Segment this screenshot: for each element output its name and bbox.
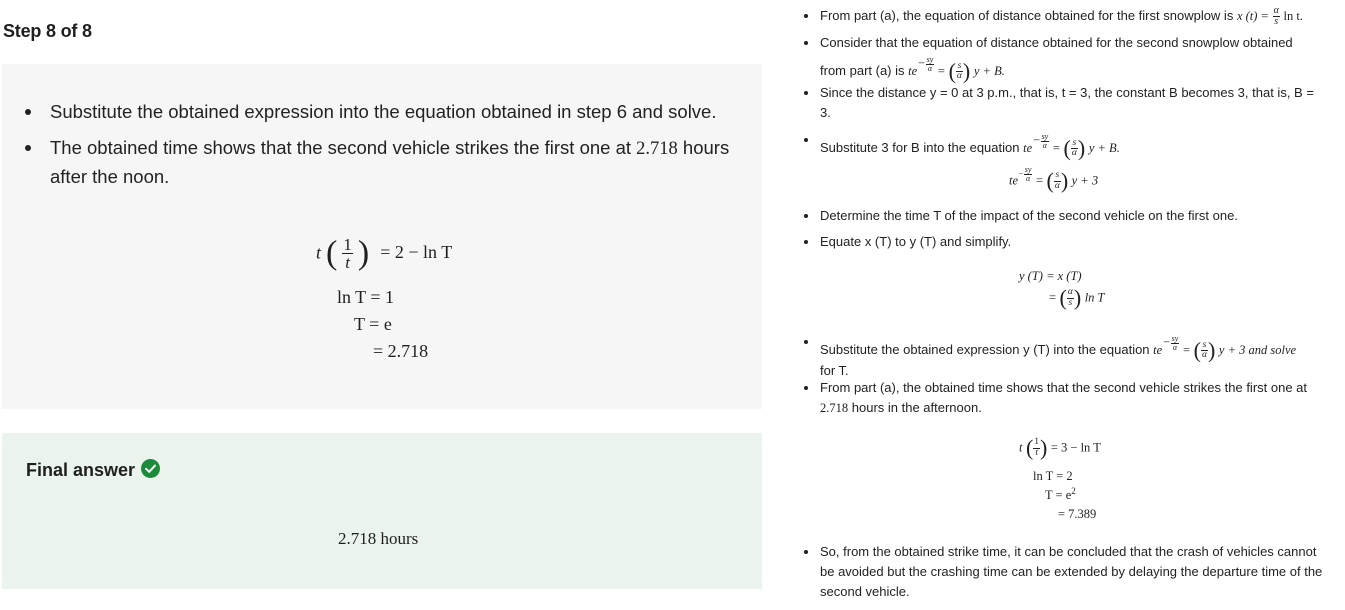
final-answer-label: Final answer: [26, 460, 136, 480]
bullet-2-post: hours after the noon.: [50, 137, 730, 187]
right-eq-3-row-4: = 7.389: [1058, 507, 1097, 521]
right-bullet-3-text: Since the distance y = 0 at 3 p.m., that is, t = 3, the constant B becomes 3, that is, B = 3.: [820, 85, 1314, 120]
right-bullet-4-text: Substitute 3 for B into the equation te− $\frac{sy}{\alpha}$ = ( $\frac{s}{\alpha}$ ) y + B.: [820, 131, 1120, 161]
bullet-dot: [804, 386, 808, 390]
left-eq-row-3: T = e: [354, 314, 392, 334]
check-circle-icon: [141, 459, 160, 478]
right-bullet-6-text: Equate x (T) to y (T) and simplify.: [820, 234, 1012, 249]
right-eq-3-row-3: $T = e^2$: [1045, 486, 1076, 503]
fraction-1-over-t: $\frac{1}{t}$: [343, 235, 352, 272]
right-eq-3-row-1: t ( $\frac{1}{t}$ ) = 3 − ln T: [1019, 435, 1101, 460]
right-bullet-2-text: Consider that the equation of distance obtained for the second snowplow obtained from part (a) is te− $\frac{sy}{\alpha}$ = ( $\frac{s}{\alpha}$ ) y + B.: [820, 35, 1293, 84]
bullet-dot: [804, 340, 808, 344]
fraction-s-over-alpha: $\frac{s}{\alpha}$: [956, 60, 962, 82]
final-answer-panel: [2, 433, 762, 589]
left-eq-row-2: ln T = 1: [337, 287, 394, 307]
left-eq-row-1-rhs: = 2 − ln T: [380, 242, 453, 263]
exponent: − $\frac{sy}{\alpha}$: [917, 54, 934, 73]
bullet-dot: [804, 41, 808, 45]
left-eq-row-1: [316, 236, 452, 271]
bullet-dot: [804, 14, 808, 18]
bullet-dot: [804, 240, 808, 244]
eq-t: t: [316, 242, 322, 263]
right-eq-2-row-1: y (T) = x (T): [1019, 269, 1082, 283]
right-bullet-1-text: From part (a), the equation of distance obtained for the first snowplow is x (t) = $\frac{\alpha}{s}$ ln t.: [820, 5, 1303, 27]
left-eq-row-4: = 2.718: [373, 341, 429, 361]
right-eq-1: $te^{- \frac{sy}{\alpha}}$ = ( $\frac{s}{\alpha}$ ) y + 3: [1009, 165, 1099, 194]
bullet-dot: [25, 145, 31, 151]
bullet-2-pre: The obtained time shows that the second vehicle strikes the first one at: [50, 137, 632, 158]
final-answer-value: 2.718 hours: [338, 529, 419, 548]
bullet-dot: [804, 91, 808, 95]
right-bullet-8-text: From part (a), the obtained time shows that the second vehicle strikes the first one at 2.718 hours in the afternoon.: [820, 380, 1308, 415]
bullet-dot: [25, 109, 31, 115]
bullet-dot: [804, 138, 808, 142]
fraction-alpha-over-s: $\frac{\alpha}{s}$: [1273, 5, 1279, 27]
bullet-dot: [804, 550, 808, 554]
right-eq-3-row-2: ln T = 2: [1033, 469, 1073, 483]
right-bullet-5-text: Determine the time T of the impact of the second vehicle on the first one.: [820, 208, 1238, 223]
step-heading: Step 8 of 8: [3, 21, 92, 41]
paren-open: (: [326, 234, 338, 272]
step-bullet-1-text: Substitute the obtained expression into the equation obtained in step 6 and solve.: [50, 101, 717, 122]
bullet-dot: [804, 214, 808, 218]
right-eq-2-row-2: = ( $\frac{\alpha}{s}$ ) ln T: [1049, 285, 1105, 310]
bullet-2-value: 2.718: [636, 139, 678, 159]
right-bullet-9-text: So, from the obtained strike time, it can be concluded that the crash of vehicles cannot be avoided but the crashing time can be extended by delaying the departure time of the second vehicle.: [820, 544, 1323, 599]
paren-close: ): [357, 234, 370, 272]
right-bullet-7-text: Substitute the obtained expression y (T) into the equation te− $\frac{sy}{\alpha}$ = ( $\frac{s}{\alpha}$ ) y + 3 and solve for T.: [820, 333, 1297, 378]
step-bullet-2-text: [50, 134, 750, 191]
